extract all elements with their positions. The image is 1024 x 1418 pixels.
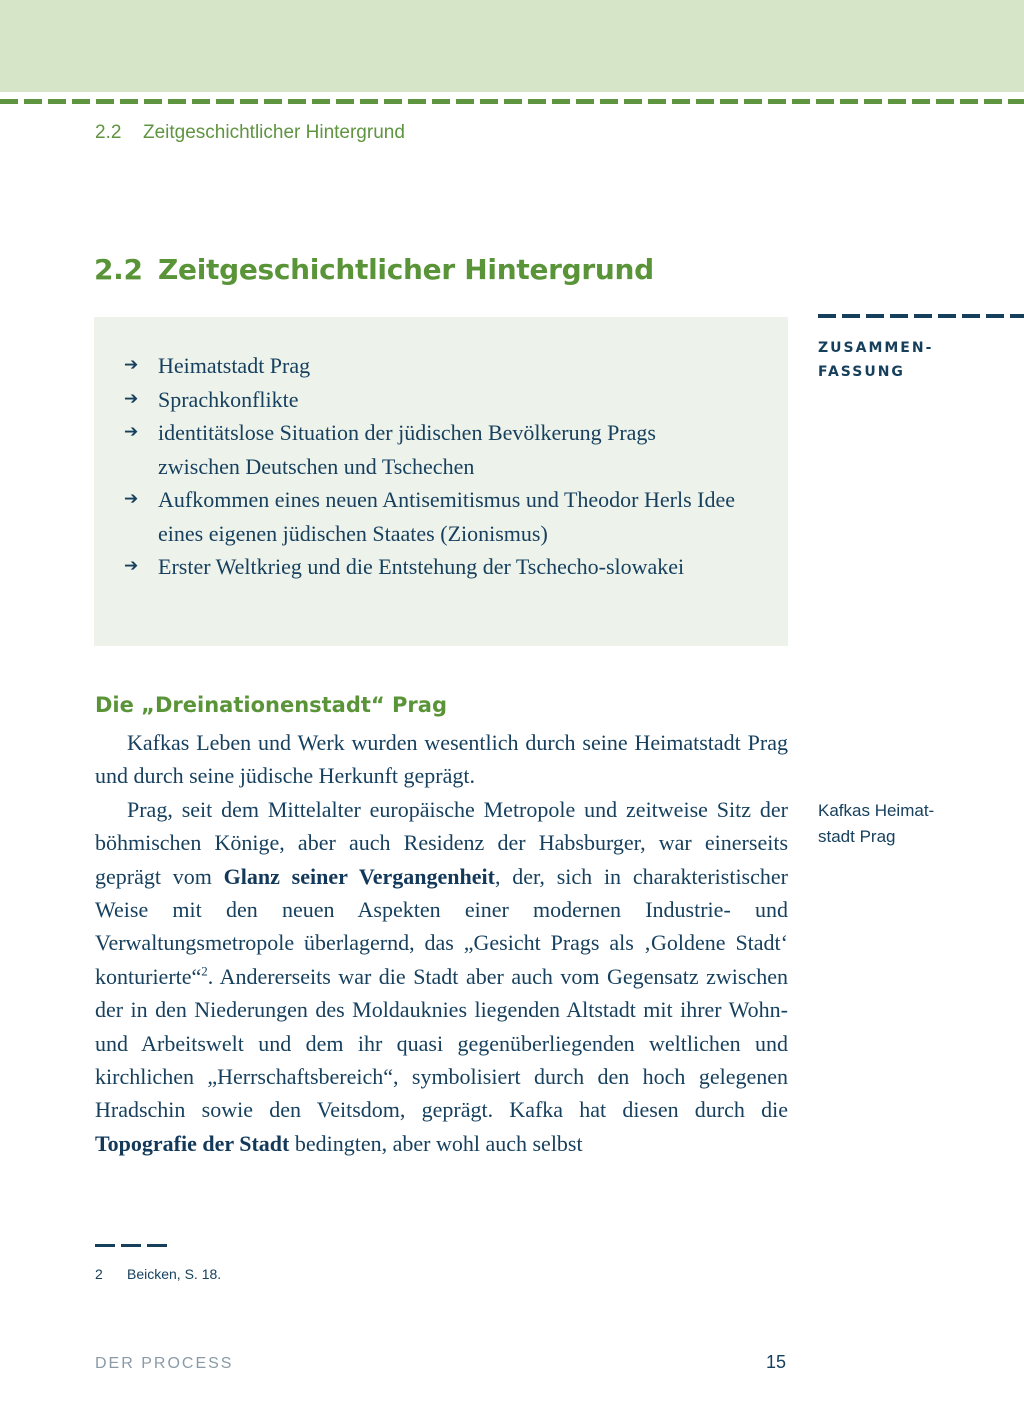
header-dashed-rule [0, 99, 1024, 104]
chapter-title [94, 253, 654, 286]
text-run: . Andererseits war die Stadt aber auch vom Gegensatz zwischen der in den Niederungen des Moldauknies liegenden Altstadt mit ihrer Wohn- und Arbeitswelt und dem ihr quasi gegenüberliegenden weltlichen und kirchlichen „Herrschaftsbereich“, symbolisiert durch den hoch gelegenen Hradschin sowie den Veitsdom, geprägt. Kafka hat diesen durch die [95, 963, 788, 1123]
summary-item-label: Aufkommen eines neuen Antisemitismus und Theodor Herls Idee eines eigenen jüdischen Staates (Zionismus) [158, 487, 735, 546]
header-band [0, 0, 1024, 92]
running-head [95, 122, 405, 144]
margin-note [818, 798, 934, 850]
summary-item [124, 349, 764, 383]
summary-item [124, 550, 764, 584]
footnote-number: 2 [95, 1266, 103, 1282]
emphasis: Glanz seiner Vergangenheit [223, 863, 495, 889]
summary-item-label: Sprachkonflikte [158, 386, 299, 412]
margin-note-line1: Kafkas Heimat- [818, 801, 935, 820]
text-run: Prag, seit dem Mittelalter europäische Metropole und zeitweise Sitz der böhmischen Könige, aber auch Residenz der Habsburger, war einerseits geprägt vom [95, 796, 788, 889]
summary-item [124, 416, 764, 483]
running-head-title: Zeitgeschichtlicher Hintergrund [143, 122, 405, 143]
margin-note-line2: stadt Prag [818, 827, 896, 846]
summary-item-label: Heimatstadt Prag [158, 353, 311, 378]
text-run: bedingten, aber wohl auch selbst [289, 1130, 583, 1156]
arrow-right-icon: ➔ [124, 489, 139, 509]
summary-box [94, 317, 788, 646]
arrow-right-icon: ➔ [124, 556, 139, 576]
emphasis: Topografie der Stadt [95, 1130, 290, 1156]
footnote [95, 1266, 221, 1282]
page-number: 15 [766, 1352, 787, 1372]
chapter-title-text: Zeitgeschichtlicher Hintergrund [158, 253, 654, 286]
paragraph [95, 793, 788, 1160]
summary-item-label: Erster Weltkrieg und die Entstehung der Tschecho-slowakei [158, 554, 685, 579]
footnote-divider [95, 1244, 167, 1247]
summary-label-line1: ZUSAMMEN- [818, 340, 934, 356]
body-text [95, 726, 788, 1160]
running-head-number: 2.2 [95, 122, 122, 143]
arrow-right-icon: ➔ [124, 422, 139, 442]
footer-book-title: DER PROCESS [95, 1355, 234, 1372]
summary-list [124, 349, 764, 584]
arrow-right-icon: ➔ [124, 355, 139, 375]
summary-item [124, 483, 764, 550]
chapter-number: 2.2 [94, 253, 143, 286]
footnote-ref[interactable]: 2 [201, 963, 208, 979]
text-run: , der, sich in charakteristischer Weise mit den neuen Aspekten einer modernen Industrie- und Verwaltungsmetropole überlagernd, das „Gesicht Prags als ‚Goldene Stadt‘ konturierte“ [95, 863, 788, 989]
section-title: Die „Dreinationenstadt“ Prag [95, 693, 447, 717]
footnote-text: Beicken, S. 18. [127, 1266, 222, 1282]
arrow-right-icon: ➔ [124, 388, 139, 409]
summary-item [124, 383, 764, 417]
summary-label-line2: FASSUNG [818, 364, 905, 380]
sidebar-dashed-rule [818, 314, 1024, 318]
paragraph: Kafkas Leben und Werk wurden wesentlich durch seine Heimatstadt Prag und durch seine jüdische Herkunft geprägt. [95, 730, 788, 789]
summary-item-label: identitätslose Situation der jüdischen Bevölkerung Prags zwischen Deutschen und Tschechen [158, 420, 656, 479]
summary-sidebar-label [818, 336, 933, 384]
